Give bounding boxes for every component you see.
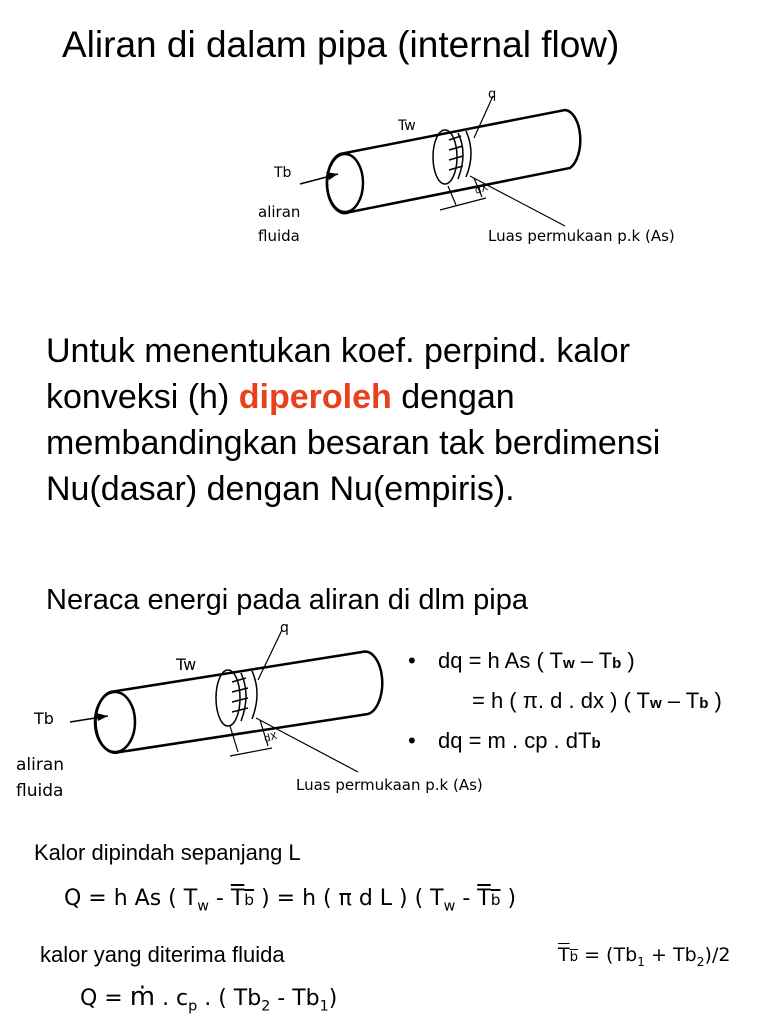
paragraph-text-2: dengan membandingkan besaran tak berdimensi Nu(dasar) dengan Nu(empiris).	[46, 378, 661, 508]
pipe-diagram-top	[0, 0, 768, 300]
tw-label: Tw	[176, 655, 197, 674]
paragraph-highlight: diperoleh	[238, 378, 392, 416]
area-label: Luas permukaan p.k (As)	[296, 776, 483, 794]
pipe-section	[216, 670, 257, 726]
bullet-dot: •	[408, 648, 416, 673]
bullet-dq-pi: = h ( π. d . dx ) ( Tw – Tb )	[472, 688, 722, 713]
q-label: q	[280, 620, 289, 636]
tw-label: Tw	[398, 118, 416, 134]
dx-label: dX	[473, 182, 490, 197]
page-title: Aliran di dalam pipa (internal flow)	[62, 24, 620, 65]
pipe-body	[327, 110, 580, 213]
equation-mean-tb: $Tb = (Tb_1 + Tb_2)/2$	[558, 944, 731, 969]
intro-paragraph	[46, 328, 756, 512]
flow-label-line2: fluida	[16, 781, 64, 801]
tb-label: Tb	[274, 165, 292, 181]
flow-label-line1: aliran	[16, 755, 65, 775]
bullet-dot: •	[408, 728, 416, 753]
dx-label: dX	[263, 731, 279, 745]
bullet-dq-mcp: • dq = m . cp . dTb	[408, 726, 722, 766]
pipe-section	[433, 130, 471, 184]
pipe-body	[95, 652, 382, 753]
heat-received-label: kalor yang diterima fluida	[40, 942, 285, 967]
section-subtitle: Neraca energi pada aliran di dlm pipa	[46, 584, 529, 616]
area-leader	[256, 718, 358, 772]
area-label: Luas permukaan p.k (As)	[488, 227, 675, 245]
flow-label-line1: aliran	[258, 203, 301, 221]
q-leader	[474, 96, 493, 138]
heat-transfer-label: Kalor dipindah sepanjang L	[34, 840, 301, 865]
tb-label: Tb	[34, 709, 54, 728]
bullet-dq-has: • dq = h As ( Tw – Tb )	[408, 646, 722, 686]
paragraph-text-1: Untuk menentukan koef. perpind. kalor konveksi (h)	[46, 332, 631, 416]
q-label: q	[488, 87, 497, 102]
energy-balance-bullets	[408, 646, 722, 766]
equation-q-mass-flow: Q = ṁ . $c_p$ . ( $Tb_2 - Tb_1$)	[80, 982, 338, 1015]
equation-q-total: Q = h As ( $T_w$ - Tb ) = h ( π d L ) ( $T_w$ - Tb )	[64, 886, 517, 915]
flow-label-line2: fluida	[258, 227, 300, 245]
q-leader	[258, 630, 282, 680]
